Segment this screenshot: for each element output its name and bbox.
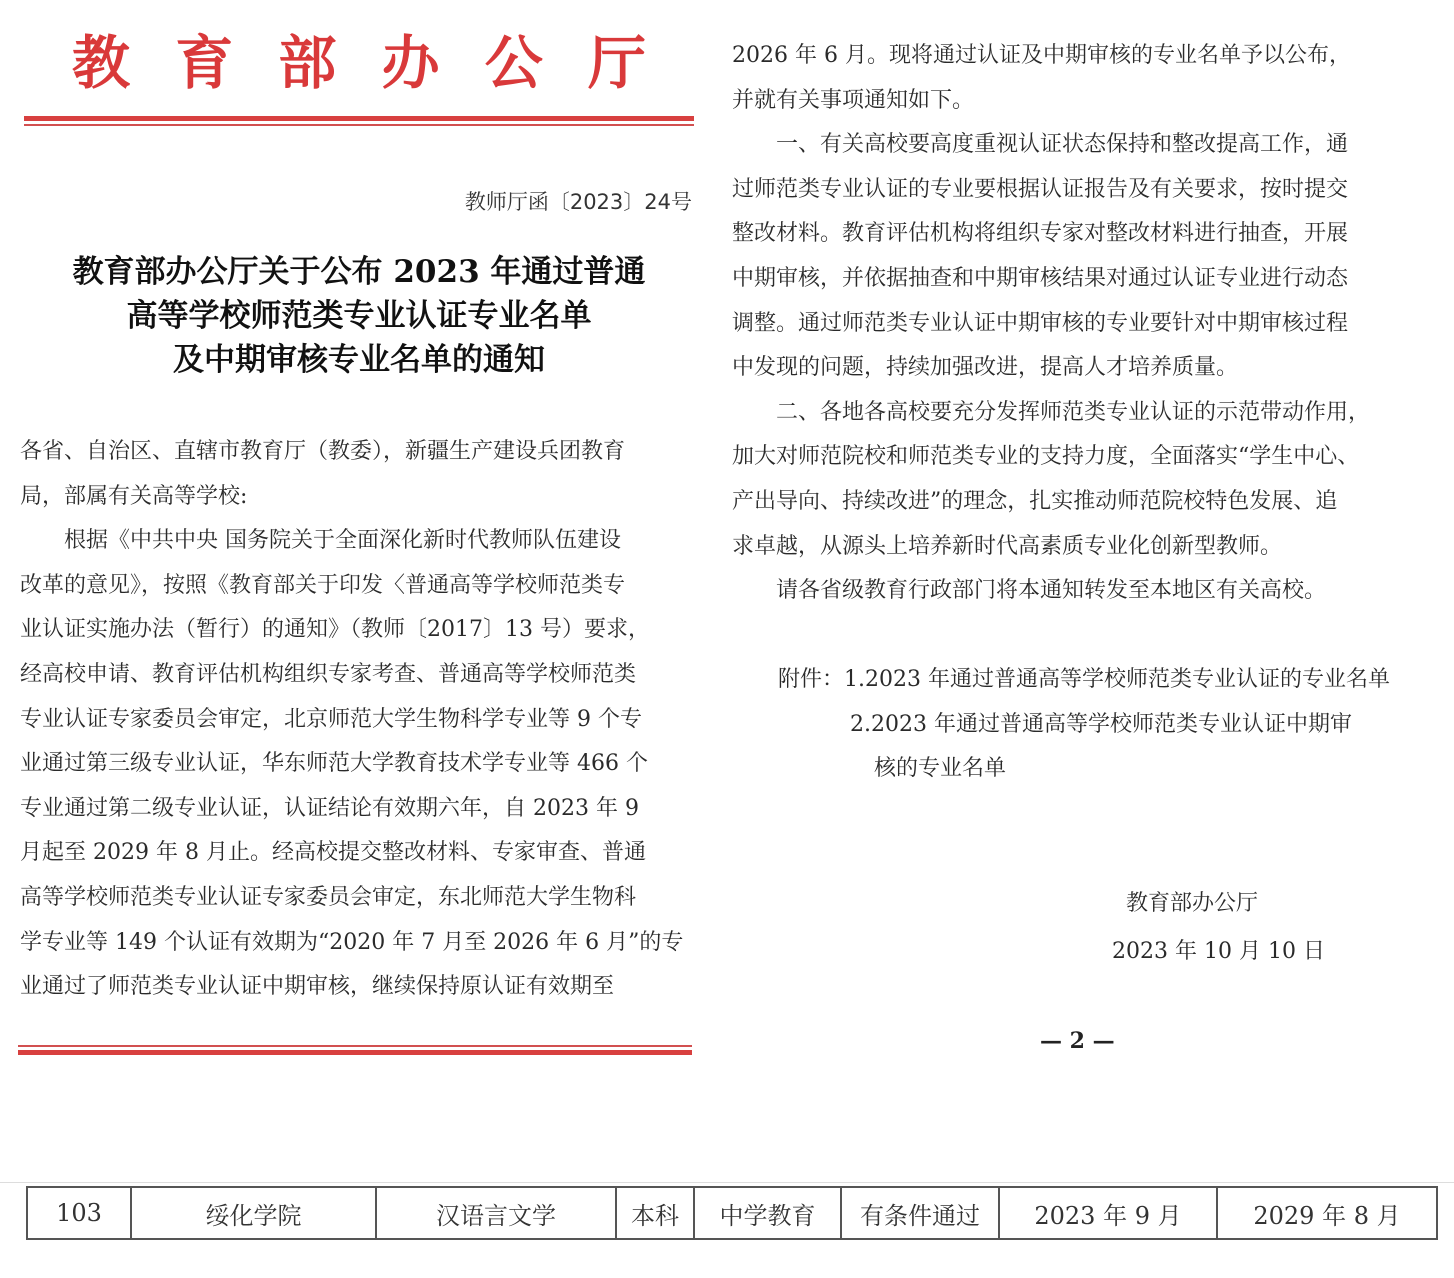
program-table xyxy=(26,1186,1438,1240)
body-line: 业通过了师范类专业认证中期审核，继续保持原认证有效期至 xyxy=(20,974,615,1000)
cell-result: 有条件通过 xyxy=(841,1187,999,1239)
attachment-line-3 xyxy=(778,747,1390,792)
document-number: 教师厅函〔2023〕24号 xyxy=(464,190,692,214)
body-line: 二、各地各高校要充分发挥师范类专业认证的示范带动作用， xyxy=(776,399,1371,425)
title-line: 及中期审核专业名单的通知 xyxy=(173,342,545,378)
body-line: 并就有关事项通知如下。 xyxy=(732,87,975,113)
masthead-char: 厅 xyxy=(587,29,646,97)
body-line: 中期审核，并依据抽查和中期审核结果对通过认证专业进行动态 xyxy=(732,265,1349,291)
attachment-item[interactable]: 1.2023 年通过普通高等学校师范类专业认证的专业名单 xyxy=(844,667,1390,692)
body-line: 改革的意见》，按照《教育部关于印发〈普通高等学校师范类专 xyxy=(20,572,626,598)
body-line: 过师范类专业认证的专业要根据认证报告及有关要求，按时提交 xyxy=(732,176,1349,202)
body-line: 整改材料。教育评估机构将组织专家对整改材料进行抽查，开展 xyxy=(732,221,1349,247)
signature-date: 2023 年 10 月 10 日 xyxy=(1112,939,1325,964)
attachments-label: 附件： xyxy=(778,667,845,692)
cell-end-date: 2029 年 8 月 xyxy=(1217,1187,1437,1239)
signature-org: 教育部办公厅 xyxy=(1126,891,1259,916)
page-number: — 2 — xyxy=(1040,1028,1115,1054)
body-line: 业通过第三级专业认证，华东师范大学教育技术学专业等 466 个 xyxy=(20,751,648,777)
masthead-char: 公 xyxy=(484,29,543,97)
body-line: 各省、自治区、直辖市教育厅（教委），新疆生产建设兵团教育 xyxy=(20,439,626,464)
table-top-edge xyxy=(0,1182,1454,1183)
body-line: 局，部属有关高等学校: xyxy=(20,483,248,509)
cell-school: 绥化学院 xyxy=(131,1187,376,1239)
masthead xyxy=(24,18,694,98)
table-row xyxy=(27,1187,1437,1239)
body-line: 高等学校师范类专业认证专家委员会审定，东北师范大学生物科 xyxy=(20,884,637,910)
body-line: 专业通过第二级专业认证，认证结论有效期六年，自 2023 年 9 xyxy=(20,795,639,821)
masthead-char: 部 xyxy=(278,29,337,97)
body-line: 业认证实施办法（暂行）的通知》（教师〔2017〕13 号）要求， xyxy=(20,617,650,643)
cell-level: 本科 xyxy=(616,1187,694,1239)
cell-major: 汉语言文学 xyxy=(376,1187,616,1239)
footer-divider-thick xyxy=(18,1050,692,1055)
title-line: 高等学校师范类专业认证专业名单 xyxy=(126,298,592,334)
body-line: 月起至 2029 年 8 月止。经高校提交整改材料、专家审查、普通 xyxy=(20,840,646,866)
body-line: 专业认证专家委员会审定，北京师范大学生物科学专业等 9 个专 xyxy=(20,706,642,732)
cell-index: 103 xyxy=(27,1187,131,1239)
masthead-divider-thick xyxy=(24,116,694,121)
body-line: 中发现的问题，持续加强改进，提高人才培养质量。 xyxy=(732,355,1239,381)
body-line: 产出导向、持续改进”的理念，扎实推动师范院校特色发展、追 xyxy=(732,488,1338,514)
attachment-line-1 xyxy=(778,658,1390,703)
cell-category: 中学教育 xyxy=(694,1187,841,1239)
body-line: 2026 年 6 月。现将通过认证及中期审核的专业名单予以公布， xyxy=(732,43,1351,68)
cell-start-date: 2023 年 9 月 xyxy=(999,1187,1217,1239)
attachment-item-continued: 核的专业名单 xyxy=(874,756,1007,782)
body-line: 经高校申请、教育评估机构组织专家考查、普通高等学校师范类 xyxy=(20,661,637,687)
body-line: 加大对师范院校和师范类专业的支持力度，全面落实“学生中心、 xyxy=(732,444,1360,470)
masthead-char: 育 xyxy=(175,29,234,97)
footer-divider-thin xyxy=(18,1045,692,1047)
left-column-body xyxy=(20,430,700,1010)
body-line: 调整。通过师范类专业认证中期审核的专业要针对中期审核过程 xyxy=(732,310,1349,336)
attachment-line-2 xyxy=(778,703,1390,748)
right-column-body xyxy=(732,34,1422,614)
attachments xyxy=(778,658,1390,792)
title-line: 教育部办公厅关于公布 2023 年通过普通 xyxy=(72,254,646,290)
masthead-divider-thin xyxy=(24,124,694,126)
body-line: 一、有关高校要高度重视认证状态保持和整改提高工作，通 xyxy=(776,132,1349,158)
masthead-char: 办 xyxy=(381,29,440,97)
body-line: 根据《中共中央 国务院关于全面深化新时代教师队伍建设 xyxy=(64,528,621,554)
body-line: 学专业等 149 个认证有效期为“2020 年 7 月至 2026 年 6 月”的专 xyxy=(20,929,684,955)
body-line: 求卓越，从源头上培养新时代高素质专业化创新型教师。 xyxy=(732,533,1283,559)
attachment-item[interactable]: 2.2023 年通过普通高等学校师范类专业认证中期审 xyxy=(850,711,1352,737)
body-line: 请各省级教育行政部门将本通知转发至本地区有关高校。 xyxy=(776,578,1327,604)
document-title xyxy=(24,250,694,382)
masthead-char: 教 xyxy=(72,29,131,97)
